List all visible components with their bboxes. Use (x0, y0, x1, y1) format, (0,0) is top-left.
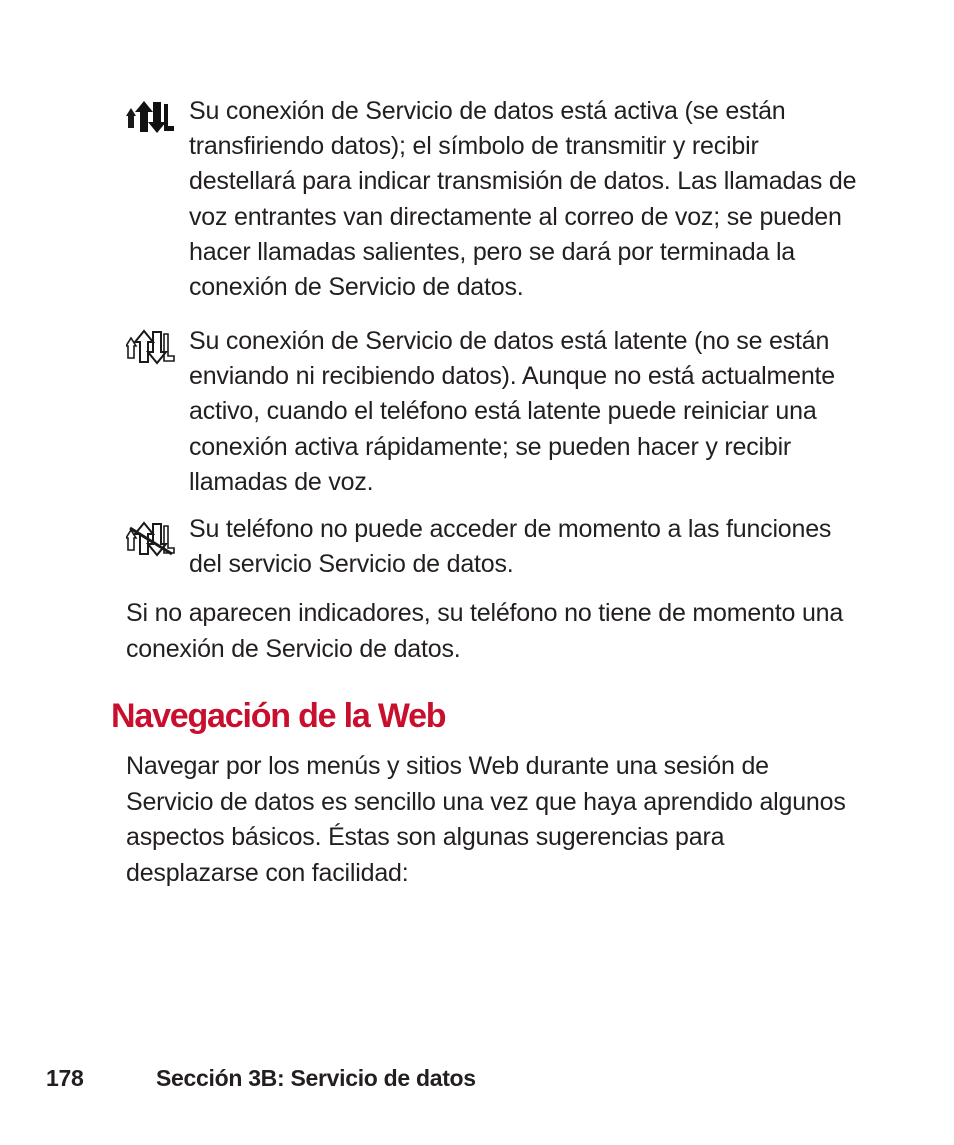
section-body-paragraph: Navegar por los menús y sitios Web durante una sesión de Servicio de datos es sencillo una vez que haya aprendido algunos aspectos básicos. Éstas son algunas sugerencias para desplazarse con facilidad: (126, 752, 846, 887)
data-active-icon (126, 98, 176, 138)
status-text-unavailable: Su teléfono no puede acceder de momento a las funciones del servicio Servicio de datos. (189, 515, 832, 579)
status-text-dormant: Su conexión de Servicio de datos está latente (no se están enviando ni recibiendo datos). Aunque no está actualmente activo, cuando el teléfono está latente puede reiniciar una conexión activa rápidamente; se pueden hacer y recibir llamadas de voz. (189, 327, 836, 496)
no-indicator-paragraph: Si no aparecen indicadores, su teléfono no tiene de momento una conexión de Servicio de datos. (126, 599, 844, 663)
page-number: 178 (46, 1065, 84, 1091)
status-text-active: Su conexión de Servicio de datos está activa (se están transfiriendo datos); el símbolo de transmitir y recibir destellará para indicar transmisión de datos. Las llamadas de voz entrantes van directamente al correo de voz; se pueden hacer llamadas salientes, pero se dará por terminada la conexión de Servicio de datos. (189, 97, 857, 302)
data-unavailable-icon (126, 520, 176, 560)
data-dormant-icon (126, 328, 176, 368)
section-heading: Navegación de la Web (111, 697, 446, 735)
footer-section-title: Sección 3B: Servicio de datos (156, 1065, 476, 1091)
